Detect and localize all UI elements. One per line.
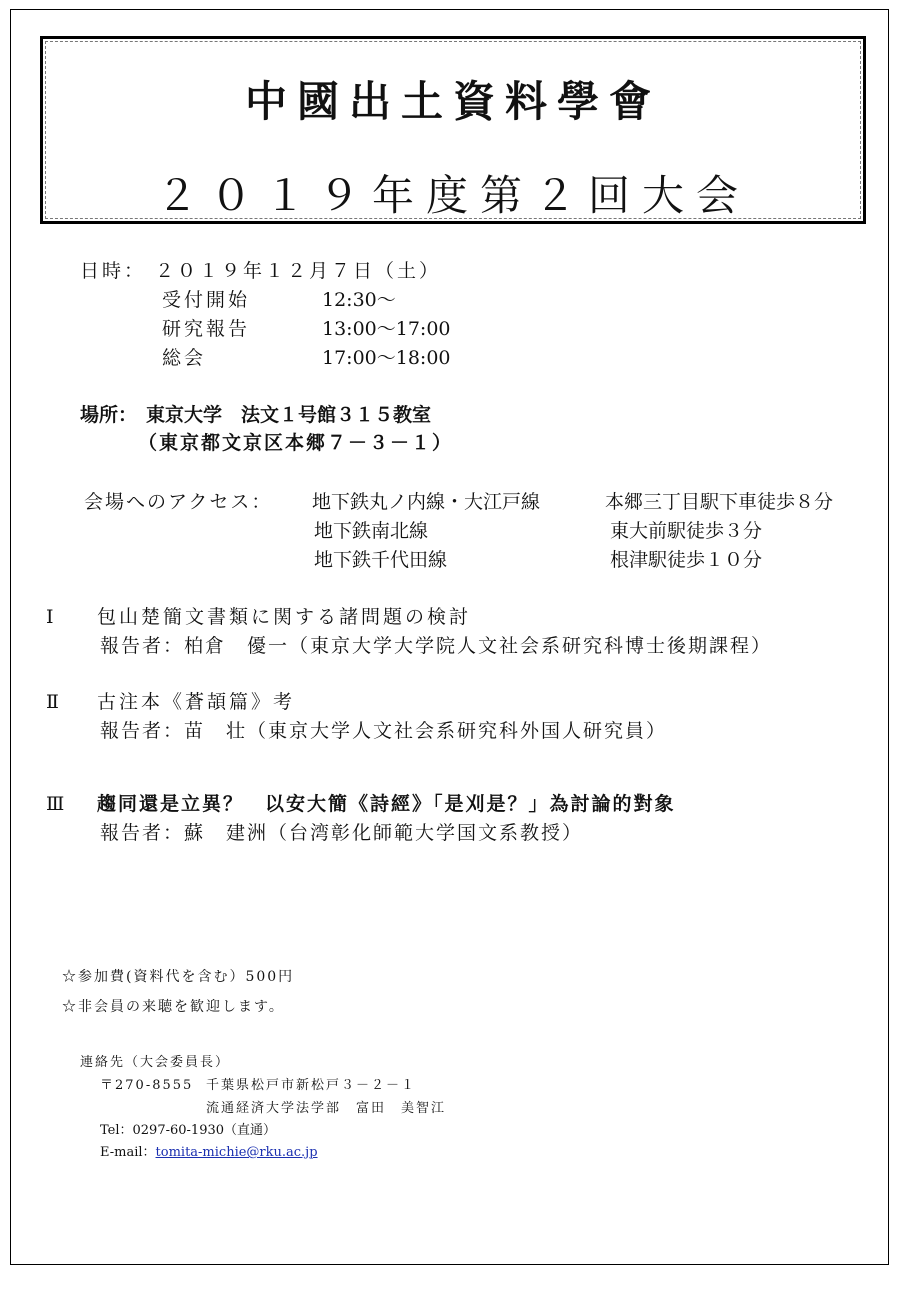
access-station: 本郷三丁目駅下車徒歩８分 bbox=[605, 491, 834, 513]
access-line: 地下鉄丸ノ内線・大江戸線 bbox=[312, 491, 541, 513]
talk-presenter: 報告者：蘇 建洲（台湾彰化師範大学国文系教授） bbox=[100, 822, 584, 844]
schedule-item: 研究報告 bbox=[162, 318, 251, 340]
contact-heading: 連絡先（大会委員長） bbox=[80, 1055, 231, 1070]
email-link[interactable]: tomita-michie@rku.ac.jp bbox=[155, 1145, 318, 1160]
talk-title: 趨同還是立異？ 以安大簡《詩經》「是刈是？」為討論的對象 bbox=[97, 793, 676, 815]
contact-email-row bbox=[100, 1143, 318, 1163]
talk-number: Ⅱ bbox=[46, 691, 59, 713]
talk-number: Ⅰ bbox=[46, 606, 54, 628]
access-label: 会場へのアクセス： bbox=[84, 491, 273, 513]
access-station: 東大前駅徒歩３分 bbox=[610, 520, 763, 542]
talk-title: 古注本《蒼頡篇》考 bbox=[97, 691, 296, 713]
contact-org: 流通経済大学法学部 富田 美智江 bbox=[206, 1101, 447, 1116]
contact-address: 千葉県松戸市新松戸３－２－１ bbox=[206, 1078, 417, 1093]
venue-name: 東京大学 法文１号館３１５教室 bbox=[146, 404, 432, 426]
venue-address: （東京都文京区本郷７－３－１） bbox=[138, 432, 454, 454]
talk-title: 包山楚簡文書類に関する諸問題の検討 bbox=[97, 606, 472, 628]
society-name: 中國出土資料學會 bbox=[244, 77, 661, 126]
schedule-time: 12:30～ bbox=[322, 289, 396, 311]
talk-presenter: 報告者：苗 壮（東京大学人文社会系研究科外国人研究員） bbox=[100, 720, 668, 742]
access-line: 地下鉄南北線 bbox=[314, 520, 429, 542]
schedule-time: 17:00～18:00 bbox=[322, 347, 451, 369]
event-title: ２０１９年度第２回大会 bbox=[155, 171, 750, 220]
visitor-note: ☆非会員の来聴を歓迎します。 bbox=[62, 999, 285, 1015]
schedule-item: 受付開始 bbox=[162, 289, 251, 311]
schedule-item: 総会 bbox=[162, 347, 207, 369]
access-station: 根津駅徒歩１０分 bbox=[610, 549, 763, 571]
event-date: ２０１９年１２月７日（土） bbox=[155, 260, 442, 282]
contact-tel: Tel：0297-60-1930（直通） bbox=[100, 1123, 277, 1138]
talk-number: Ⅲ bbox=[46, 793, 65, 815]
talk-presenter: 報告者：柏倉 優一（東京大学大学院人文社会系研究科博士後期課程） bbox=[100, 635, 773, 657]
title-box bbox=[40, 36, 866, 224]
fee-note: ☆参加費(資料代を含む）500円 bbox=[62, 969, 295, 985]
access-line: 地下鉄千代田線 bbox=[314, 549, 448, 571]
contact-postal: 〒270-8555 bbox=[100, 1078, 194, 1093]
datetime-label: 日時： bbox=[80, 260, 147, 282]
schedule-time: 13:00～17:00 bbox=[322, 318, 451, 340]
venue-label: 場所： bbox=[80, 404, 138, 426]
email-label: E-mail： bbox=[100, 1145, 156, 1160]
